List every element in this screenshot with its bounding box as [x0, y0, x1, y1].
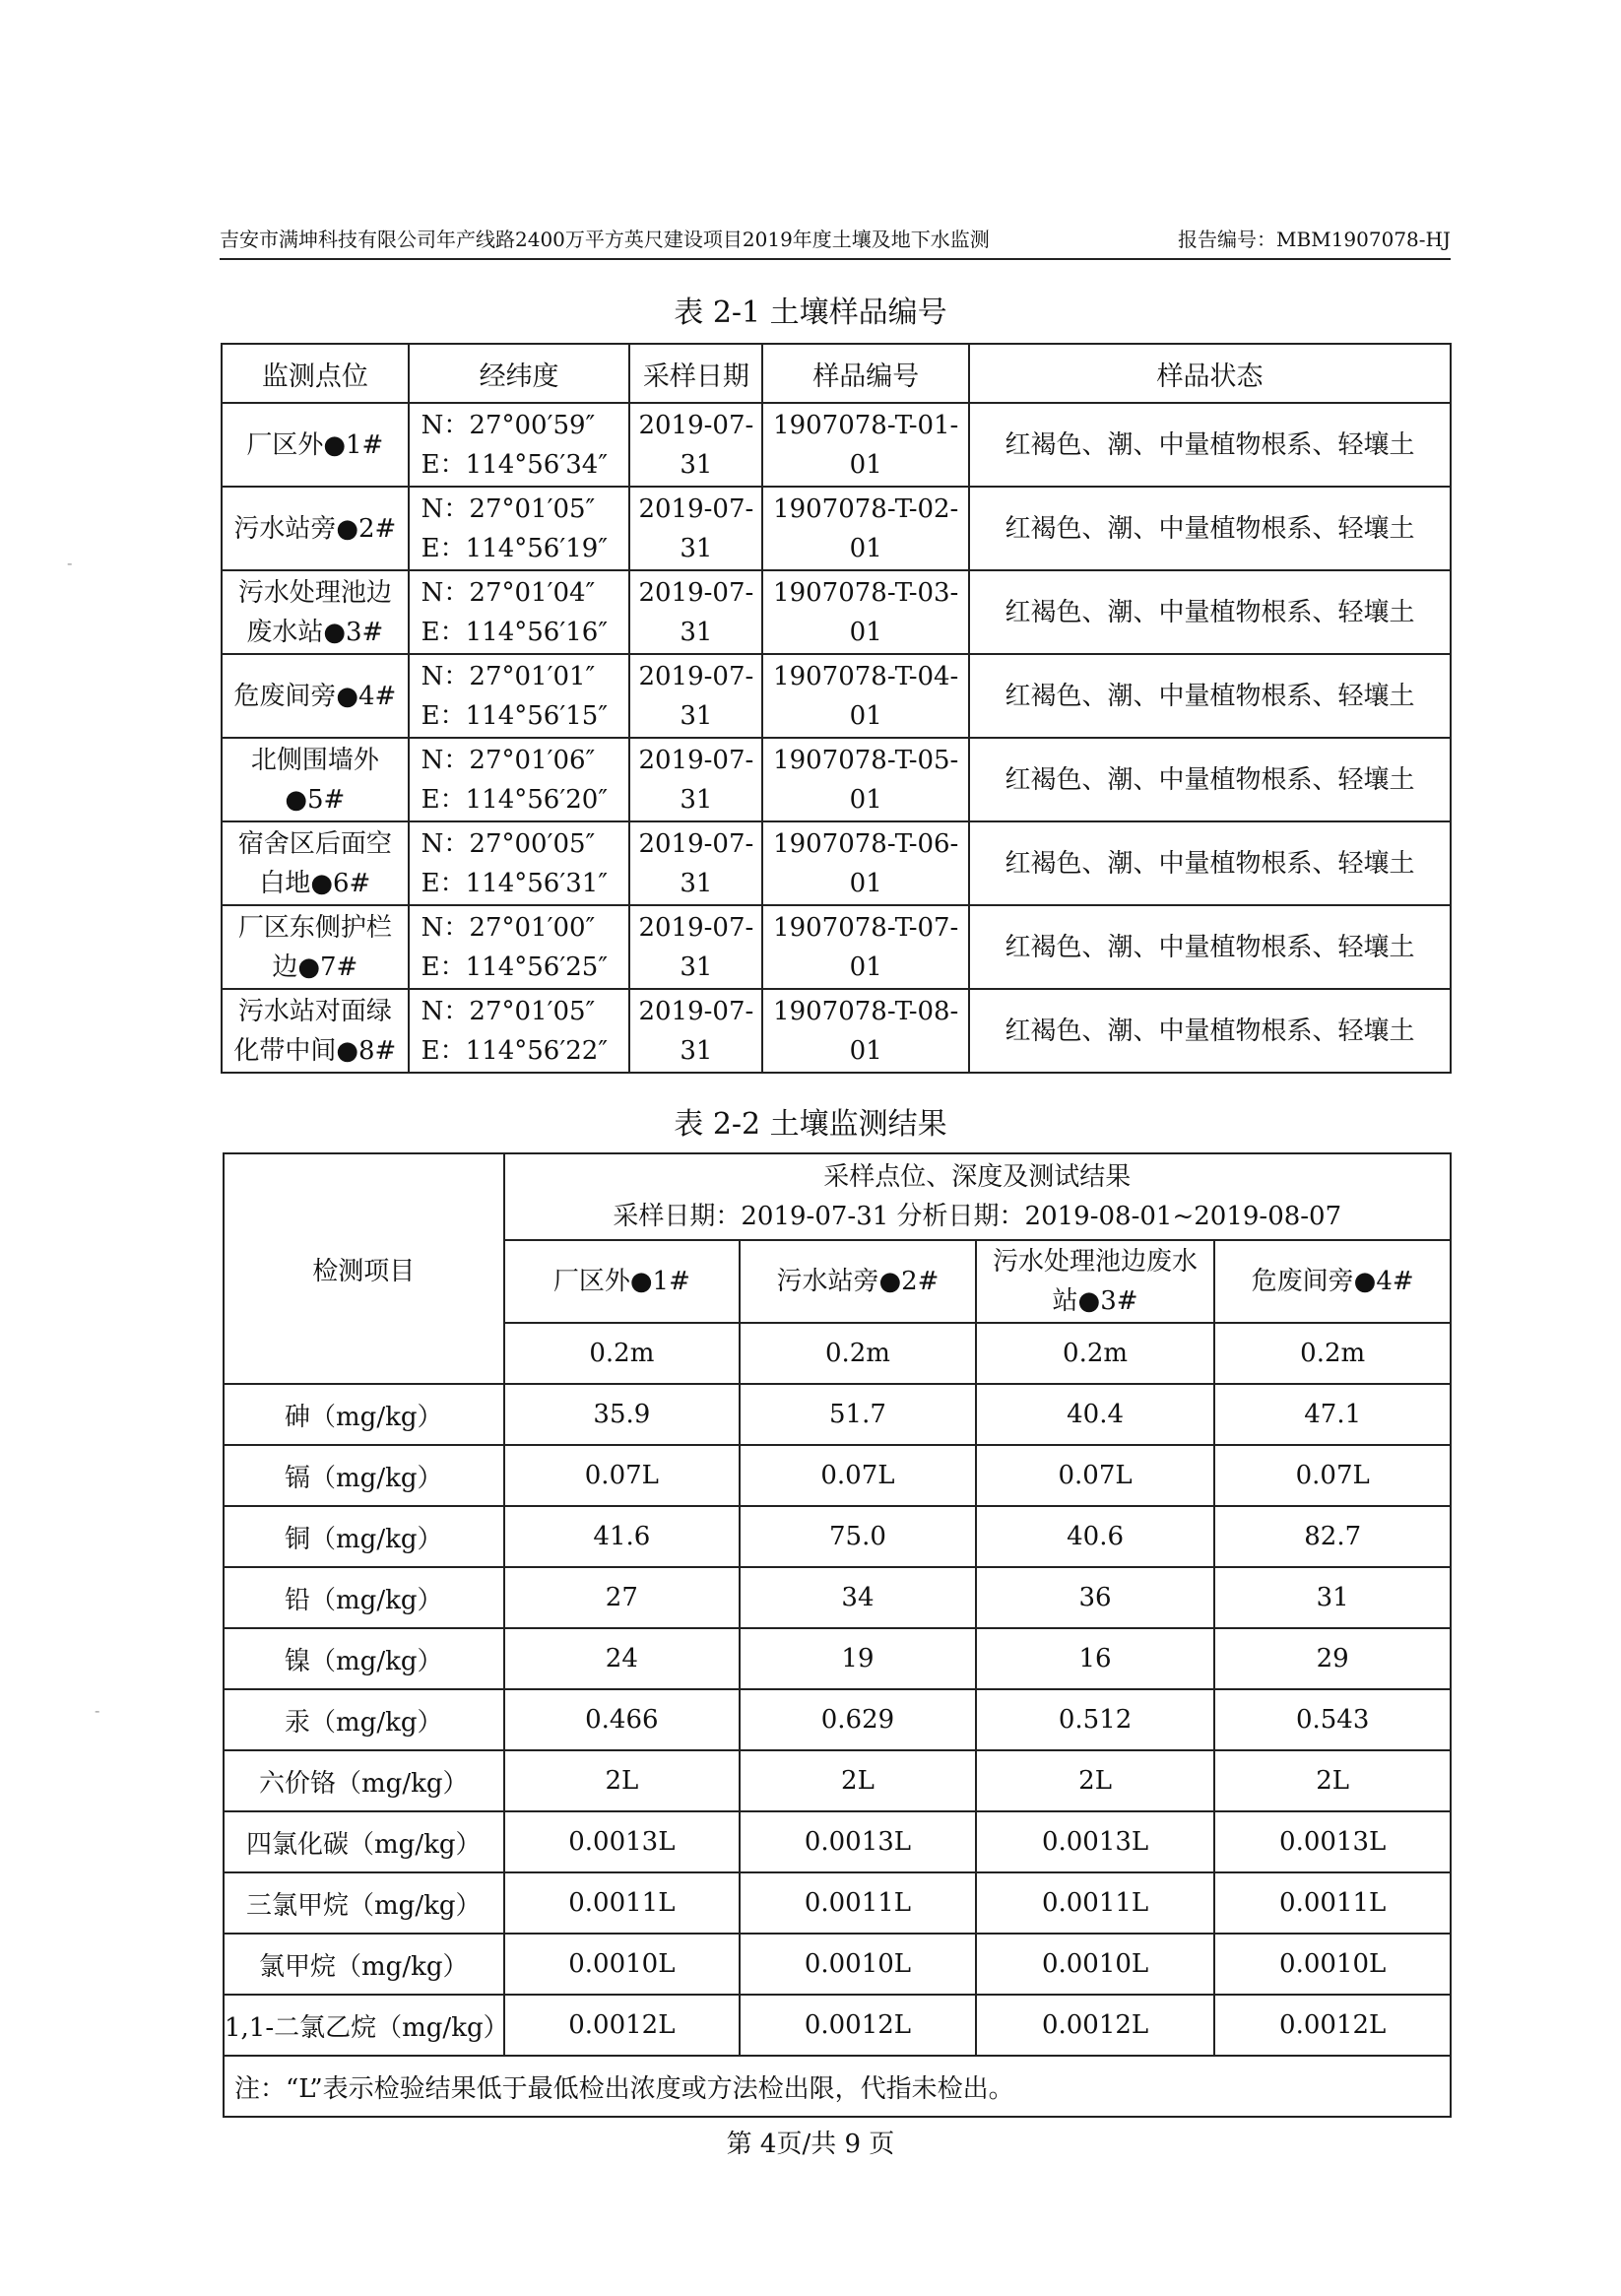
coords-cell: [409, 905, 630, 989]
sample-id-cell: 1907078-T-07-01: [762, 905, 969, 989]
site-line-1: 危废间旁●4#: [233, 681, 397, 711]
result-cell: 0.543: [1214, 1689, 1451, 1750]
site-line-2: 废水站●3#: [246, 617, 384, 647]
note-row: [224, 2056, 1451, 2117]
soil-results-table: [223, 1152, 1452, 2118]
result-cell: 0.512: [976, 1689, 1215, 1750]
site-line-1: 宿舍区后面空: [237, 828, 392, 859]
table-row: [224, 1872, 1451, 1934]
test-item-cell: 汞（mg/kg）: [224, 1689, 504, 1750]
header-date: 采样日期: [629, 344, 762, 403]
site-cell: [222, 989, 409, 1073]
latitude: N：27°01′06″: [421, 745, 596, 775]
result-cell: 2L: [976, 1750, 1215, 1811]
table-row: [224, 1445, 1451, 1506]
test-item-cell: 氯甲烷（mg/kg）: [224, 1934, 504, 1995]
table-row: [222, 905, 1451, 989]
table2-caption: 表 2-2 土壤监测结果: [674, 1107, 947, 1142]
result-cell: 0.0010L: [504, 1934, 741, 1995]
sample-id-cell: 1907078-T-05-01: [762, 738, 969, 821]
test-item-cell: 铅（mg/kg）: [224, 1567, 504, 1628]
latitude: N：27°01′04″: [421, 577, 596, 608]
longitude: E：114°56′34″: [421, 449, 609, 480]
site-line-2: 白地●6#: [259, 868, 371, 898]
site-cell: [222, 403, 409, 487]
result-cell: 0.0013L: [976, 1811, 1215, 1872]
date-cell: 2019-07-31: [629, 738, 762, 821]
result-cell: 0.07L: [740, 1445, 976, 1506]
result-cell: 0.0011L: [740, 1872, 976, 1934]
sample-id-cell: 1907078-T-08-01: [762, 989, 969, 1073]
longitude: E：114°56′20″: [421, 784, 609, 815]
latitude: N：27°01′01″: [421, 661, 596, 691]
site-header-line-1: 污水处理池边废水: [993, 1247, 1199, 1277]
longitude: E：114°56′25″: [421, 951, 609, 982]
sample-id-cell: 1907078-T-02-01: [762, 487, 969, 570]
result-cell: 0.0010L: [1214, 1934, 1451, 1995]
longitude: E：114°56′31″: [421, 868, 609, 898]
scan-speck: -: [67, 554, 73, 572]
latitude: N：27°01′05″: [421, 493, 596, 524]
longitude: E：114°56′16″: [421, 617, 609, 647]
test-item-cell: 三氯甲烷（mg/kg）: [224, 1872, 504, 1934]
page-footer: 第 4页/共 9 页: [726, 2130, 895, 2159]
header-state: 样品状态: [969, 344, 1451, 403]
table-row: [222, 738, 1451, 821]
coords-cell: [409, 654, 630, 738]
date-cell: 2019-07-31: [629, 821, 762, 905]
site-header: [1214, 1240, 1451, 1323]
result-cell: 82.7: [1214, 1506, 1451, 1567]
coords-cell: [409, 487, 630, 570]
state-cell: 红褐色、潮、中量植物根系、轻壤土: [969, 487, 1451, 570]
table-row: [222, 403, 1451, 487]
soil-sample-table: [221, 343, 1452, 1074]
state-cell: 红褐色、潮、中量植物根系、轻壤土: [969, 821, 1451, 905]
result-cell: 75.0: [740, 1506, 976, 1567]
result-cell: 27: [504, 1567, 741, 1628]
table-row: [224, 1689, 1451, 1750]
site-header-line-1: 厂区外●1#: [552, 1267, 690, 1296]
site-cell: [222, 570, 409, 654]
table-row: [224, 1995, 1451, 2056]
coords-cell: [409, 738, 630, 821]
result-cell: 2L: [504, 1750, 741, 1811]
table-row: [224, 1506, 1451, 1567]
sample-id-cell: 1907078-T-06-01: [762, 821, 969, 905]
latitude: N：27°00′59″: [421, 410, 596, 440]
header-project-title: 吉安市满坤科技有限公司年产线路2400万平方英尺建设项目2019年度土壤及地下水监测: [220, 228, 990, 251]
longitude: E：114°56′15″: [421, 700, 609, 731]
result-cell: 0.0013L: [504, 1811, 741, 1872]
coords-cell: [409, 821, 630, 905]
site-line-1: 污水处理池边: [237, 577, 392, 608]
result-cell: 29: [1214, 1628, 1451, 1689]
result-cell: 2L: [740, 1750, 976, 1811]
sample-id-cell: 1907078-T-01-01: [762, 403, 969, 487]
group-dates: 采样日期：2019-07-31 分析日期：2019-08-01~2019-08-07: [613, 1202, 1342, 1231]
table1-header-row: [222, 344, 1451, 403]
test-item-cell: 六价铬（mg/kg）: [224, 1750, 504, 1811]
result-cell: 24: [504, 1628, 741, 1689]
test-item-cell: 1,1-二氯乙烷（mg/kg）: [224, 1995, 504, 2056]
depth-cell: 0.2m: [1214, 1323, 1451, 1384]
state-cell: 红褐色、潮、中量植物根系、轻壤土: [969, 570, 1451, 654]
result-cell: 0.629: [740, 1689, 976, 1750]
group-title: 采样点位、深度及测试结果: [823, 1162, 1132, 1192]
date-cell: 2019-07-31: [629, 654, 762, 738]
date-cell: 2019-07-31: [629, 989, 762, 1073]
table-row: [224, 1567, 1451, 1628]
site-line-1: 北侧围墙外: [250, 745, 379, 775]
site-cell: [222, 821, 409, 905]
result-cell: 51.7: [740, 1384, 976, 1445]
table-row: [222, 989, 1451, 1073]
table-row: [224, 1750, 1451, 1811]
latitude: N：27°00′05″: [421, 828, 596, 859]
result-cell: 41.6: [504, 1506, 741, 1567]
coords-cell: [409, 989, 630, 1073]
result-cell: 35.9: [504, 1384, 741, 1445]
site-header: [504, 1240, 741, 1323]
date-cell: 2019-07-31: [629, 905, 762, 989]
latitude: N：27°01′05″: [421, 996, 596, 1026]
result-cell: 0.07L: [976, 1445, 1215, 1506]
table-row: [222, 821, 1451, 905]
site-header-line-1: 污水站旁●2#: [776, 1267, 940, 1296]
result-cell: 16: [976, 1628, 1215, 1689]
result-cell: 40.6: [976, 1506, 1215, 1567]
result-cell: 0.0010L: [740, 1934, 976, 1995]
longitude: E：114°56′22″: [421, 1035, 609, 1066]
test-item-cell: 镉（mg/kg）: [224, 1445, 504, 1506]
date-cell: 2019-07-31: [629, 487, 762, 570]
latitude: N：27°01′00″: [421, 912, 596, 943]
site-header-line-1: 危废间旁●4#: [1251, 1267, 1414, 1296]
site-line-1: 污水站旁●2#: [233, 513, 397, 544]
result-cell: 0.0011L: [504, 1872, 741, 1934]
table1-caption: 表 2-1 土壤样品编号: [674, 295, 947, 330]
site-cell: [222, 738, 409, 821]
table-note: 注：“L”表示检验结果低于最低检出浓度或方法检出限，代指未检出。: [224, 2056, 1451, 2117]
coords-cell: [409, 570, 630, 654]
page-header: [220, 225, 1451, 260]
test-item-cell: 铜（mg/kg）: [224, 1506, 504, 1567]
state-cell: 红褐色、潮、中量植物根系、轻壤土: [969, 654, 1451, 738]
result-cell: 34: [740, 1567, 976, 1628]
header-site: 监测点位: [222, 344, 409, 403]
test-item-cell: 镍（mg/kg）: [224, 1628, 504, 1689]
state-cell: 红褐色、潮、中量植物根系、轻壤土: [969, 905, 1451, 989]
result-cell: 0.07L: [504, 1445, 741, 1506]
result-cell: 0.0012L: [976, 1995, 1215, 2056]
site-line-1: 污水站对面绿: [237, 996, 392, 1026]
depth-cell: 0.2m: [976, 1323, 1215, 1384]
sample-id-cell: 1907078-T-03-01: [762, 570, 969, 654]
result-cell: 36: [976, 1567, 1215, 1628]
result-cell: 19: [740, 1628, 976, 1689]
header-report-number: 报告编号：MBM1907078-HJ: [1178, 228, 1451, 251]
depth-cell: 0.2m: [504, 1323, 741, 1384]
result-cell: 0.0013L: [740, 1811, 976, 1872]
site-line-2: 化带中间●8#: [233, 1035, 397, 1066]
table-row: [222, 570, 1451, 654]
depth-cell: 0.2m: [740, 1323, 976, 1384]
test-item-cell: 四氯化碳（mg/kg）: [224, 1811, 504, 1872]
table-row: [224, 1811, 1451, 1872]
site-header-line-2: 站●3#: [1052, 1286, 1138, 1316]
site-cell: [222, 487, 409, 570]
test-item-cell: 砷（mg/kg）: [224, 1384, 504, 1445]
table-row: [224, 1384, 1451, 1445]
site-cell: [222, 654, 409, 738]
header-coords: 经纬度: [409, 344, 630, 403]
result-cell: 0.0011L: [1214, 1872, 1451, 1934]
longitude: E：114°56′19″: [421, 533, 609, 563]
table-row: [224, 1628, 1451, 1689]
state-cell: 红褐色、潮、中量植物根系、轻壤土: [969, 403, 1451, 487]
result-cell: 47.1: [1214, 1384, 1451, 1445]
result-cell: 40.4: [976, 1384, 1215, 1445]
result-cell: 0.0010L: [976, 1934, 1215, 1995]
state-cell: 红褐色、潮、中量植物根系、轻壤土: [969, 738, 1451, 821]
state-cell: 红褐色、潮、中量植物根系、轻壤土: [969, 989, 1451, 1073]
result-cell: 0.0011L: [976, 1872, 1215, 1934]
result-cell: 0.0012L: [1214, 1995, 1451, 2056]
table-row: [222, 654, 1451, 738]
result-cell: 0.07L: [1214, 1445, 1451, 1506]
site-cell: [222, 905, 409, 989]
coords-cell: [409, 403, 630, 487]
table-row: [222, 487, 1451, 570]
header-test-item: 检测项目: [224, 1153, 504, 1384]
date-cell: 2019-07-31: [629, 403, 762, 487]
site-header: [976, 1240, 1215, 1323]
date-cell: 2019-07-31: [629, 570, 762, 654]
site-line-2: 边●7#: [272, 951, 358, 982]
site-line-1: 厂区外●1#: [246, 429, 384, 460]
result-cell: 0.0013L: [1214, 1811, 1451, 1872]
result-cell: 0.0012L: [504, 1995, 741, 2056]
header-sample-id: 样品编号: [762, 344, 969, 403]
sample-id-cell: 1907078-T-04-01: [762, 654, 969, 738]
table-row: [224, 1934, 1451, 1995]
scan-speck: -: [95, 1701, 100, 1720]
result-cell: 31: [1214, 1567, 1451, 1628]
result-cell: 2L: [1214, 1750, 1451, 1811]
header-group: [504, 1153, 1451, 1240]
result-cell: 0.466: [504, 1689, 741, 1750]
site-header: [740, 1240, 976, 1323]
site-line-2: ●5#: [285, 784, 346, 815]
result-cell: 0.0012L: [740, 1995, 976, 2056]
site-line-1: 厂区东侧护栏: [237, 912, 392, 943]
